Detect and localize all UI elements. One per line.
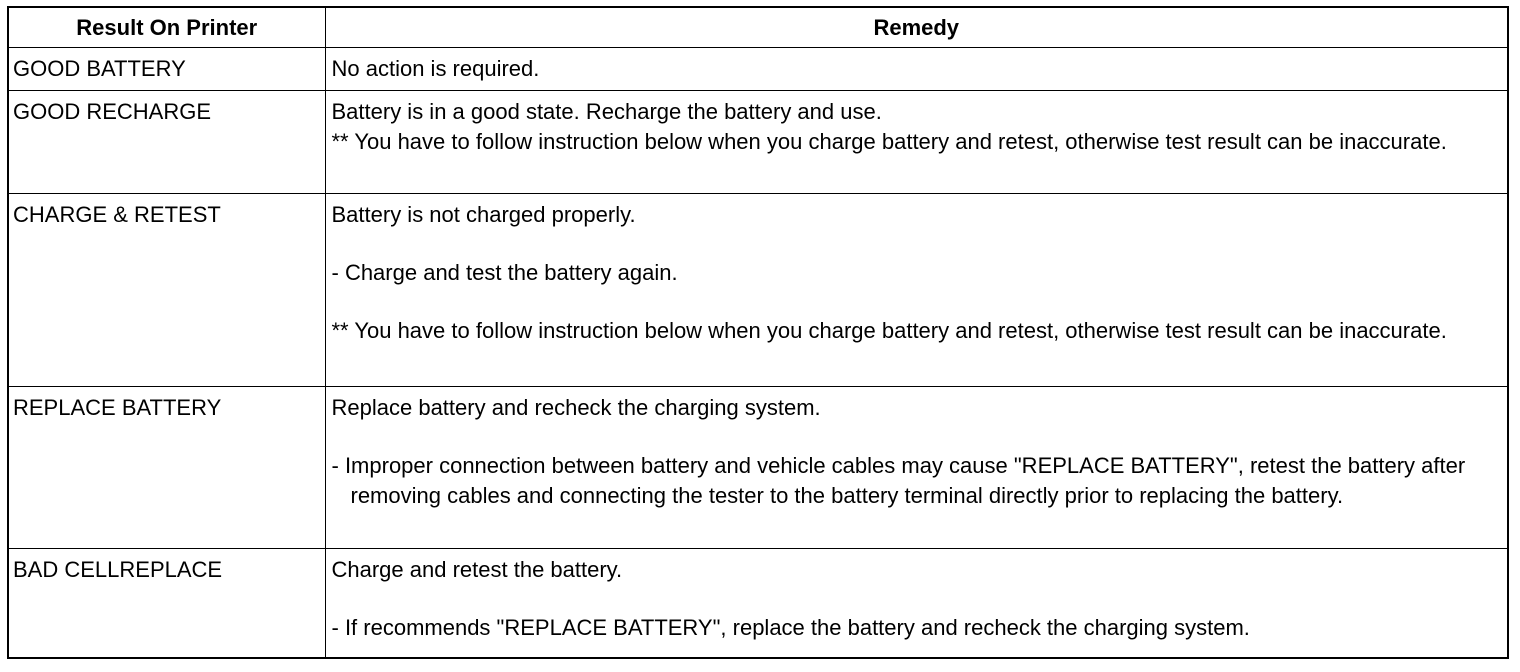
- remedy-bullet: - Improper connection between battery and vehicle cables may cause "REPLACE BATTERY", retest the battery after removing cables and connecting the tester to the battery terminal directly prior to replacing the battery.: [331, 452, 1466, 508]
- result-cell: GOOD RECHARGE: [8, 90, 325, 193]
- result-cell: GOOD BATTERY: [8, 47, 325, 90]
- table-header-row: [8, 7, 1508, 47]
- table-row: [8, 386, 1508, 548]
- spacer: [332, 423, 1502, 451]
- remedy-cell: [325, 193, 1508, 386]
- remedy-cell: [325, 386, 1508, 548]
- remedy-text: Battery is not charged properly.: [331, 201, 636, 227]
- table-row: [8, 193, 1508, 386]
- remedy-note: ** You have to follow instruction below when you charge battery and retest, otherwise test result can be inaccurate.: [331, 317, 1447, 343]
- result-cell: BAD CELLREPLACE: [8, 548, 325, 658]
- table-row: [8, 47, 1508, 90]
- remedy-header: Remedy: [325, 7, 1508, 47]
- remedy-bullet: - If recommends "REPLACE BATTERY", replace the battery and recheck the charging system.: [331, 614, 1250, 640]
- remedy-text: Replace battery and recheck the charging system.: [331, 394, 821, 420]
- remedy-text: Battery is in a good state. Recharge the battery and use.: [331, 98, 882, 124]
- remedy-text: Charge and retest the battery.: [331, 556, 623, 582]
- spacer: [332, 585, 1502, 613]
- spacer: [332, 288, 1502, 316]
- table-row: [8, 90, 1508, 193]
- spacer: [332, 230, 1502, 258]
- remedy-cell: [325, 47, 1508, 90]
- remedy-note: ** You have to follow instruction below when you charge battery and retest, otherwise test result can be inaccurate.: [331, 128, 1447, 154]
- remedy-cell: [325, 90, 1508, 193]
- result-cell: CHARGE & RETEST: [8, 193, 325, 386]
- battery-result-remedy-table: [7, 6, 1509, 659]
- table-row: [8, 548, 1508, 658]
- result-cell: REPLACE BATTERY: [8, 386, 325, 548]
- result-on-printer-header: Result On Printer: [8, 7, 325, 47]
- remedy-bullet: - Charge and test the battery again.: [331, 259, 678, 285]
- remedy-cell: [325, 548, 1508, 658]
- remedy-text: No action is required.: [331, 55, 540, 81]
